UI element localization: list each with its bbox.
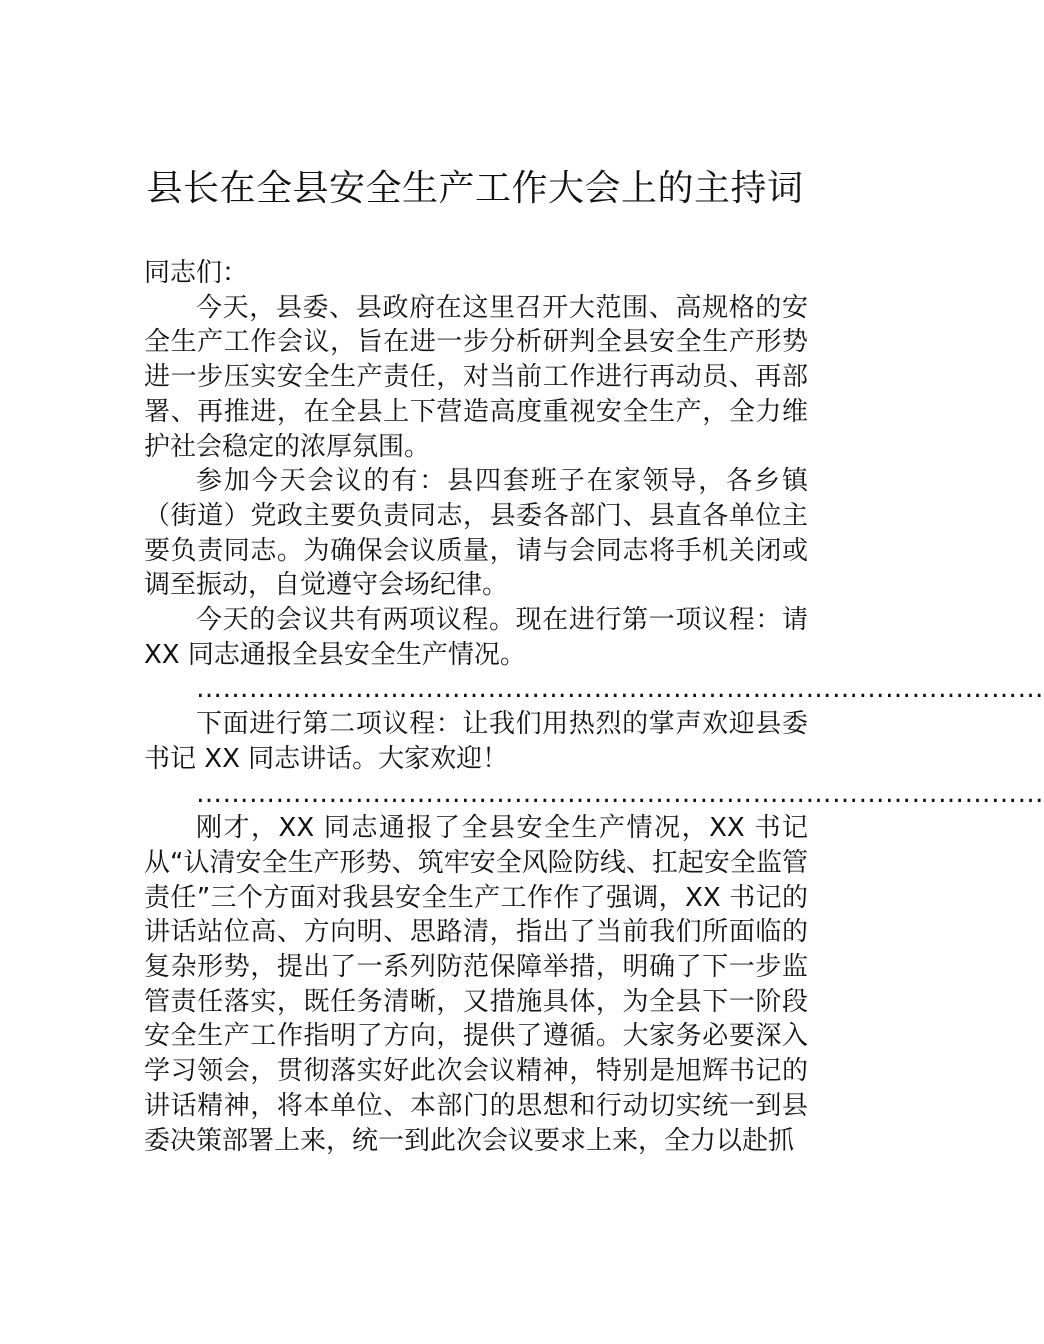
paragraph-agenda-one: 今天的会议共有两项议程。现在进行第一项议程：请XX 同志通报全县安全生产情况。	[144, 605, 808, 670]
paragraph-attendees: 参加今天会议的有：县四套班子在家领导，各乡镇（街道）党政主要负责同志，县委各部门、县直各单位主要负责同志。为确保会议质量，请与会同志将手机关闭或调至振动，自觉遵守会场纪律。	[144, 466, 808, 601]
paragraph-opening: 今天，县委、县政府在这里召开大范围、高规格的安全生产工作会议，旨在进一步分析研判全县安全生产形势进一步压实安全生产责任，对当前工作进行再动员、再部署、再推进，在全县上下营造高度重视安全生产，全力维护社会稳定的浓厚氛围。	[144, 292, 808, 462]
salutation: 同志们：	[144, 258, 249, 288]
ellipsis-separator: ……………………………………………………………………………………	[196, 674, 1044, 705]
paragraph-agenda-two: 下面进行第二项议程：让我们用热烈的掌声欢迎县委书记 XX 同志讲话。大家欢迎！	[144, 709, 808, 774]
ellipsis-separator: ……………………………………………………………………………………	[196, 778, 1044, 809]
document-title: 县长在全县安全生产工作大会上的主持词	[146, 168, 804, 209]
document-body	[144, 256, 1044, 1158]
paragraph-summary: 刚才，XX 同志通报了全县安全生产情况，XX 书记从“认清安全生产形势、筑牢安全风险防线、扛起安全监管责任”三个方面对我县安全生产工作作了强调，XX 书记的讲话站位高、方向明、思路清，指出了当前我们所面临的复杂形势，提出了一系列防范保障举措，明确了下一步监管责任落实，既任务清晰，又措施具体，为全县下一阶段安全生产工作指明了方向，提供了遵循。大家务必要深入学习领会，贯彻落实好此次会议精神，特别是旭辉书记的讲话精神，将本单位、本部门的思想和行动切实统一到县委决策部署上来，统一到此次会议要求上来，全力以赴抓	[144, 813, 808, 1156]
